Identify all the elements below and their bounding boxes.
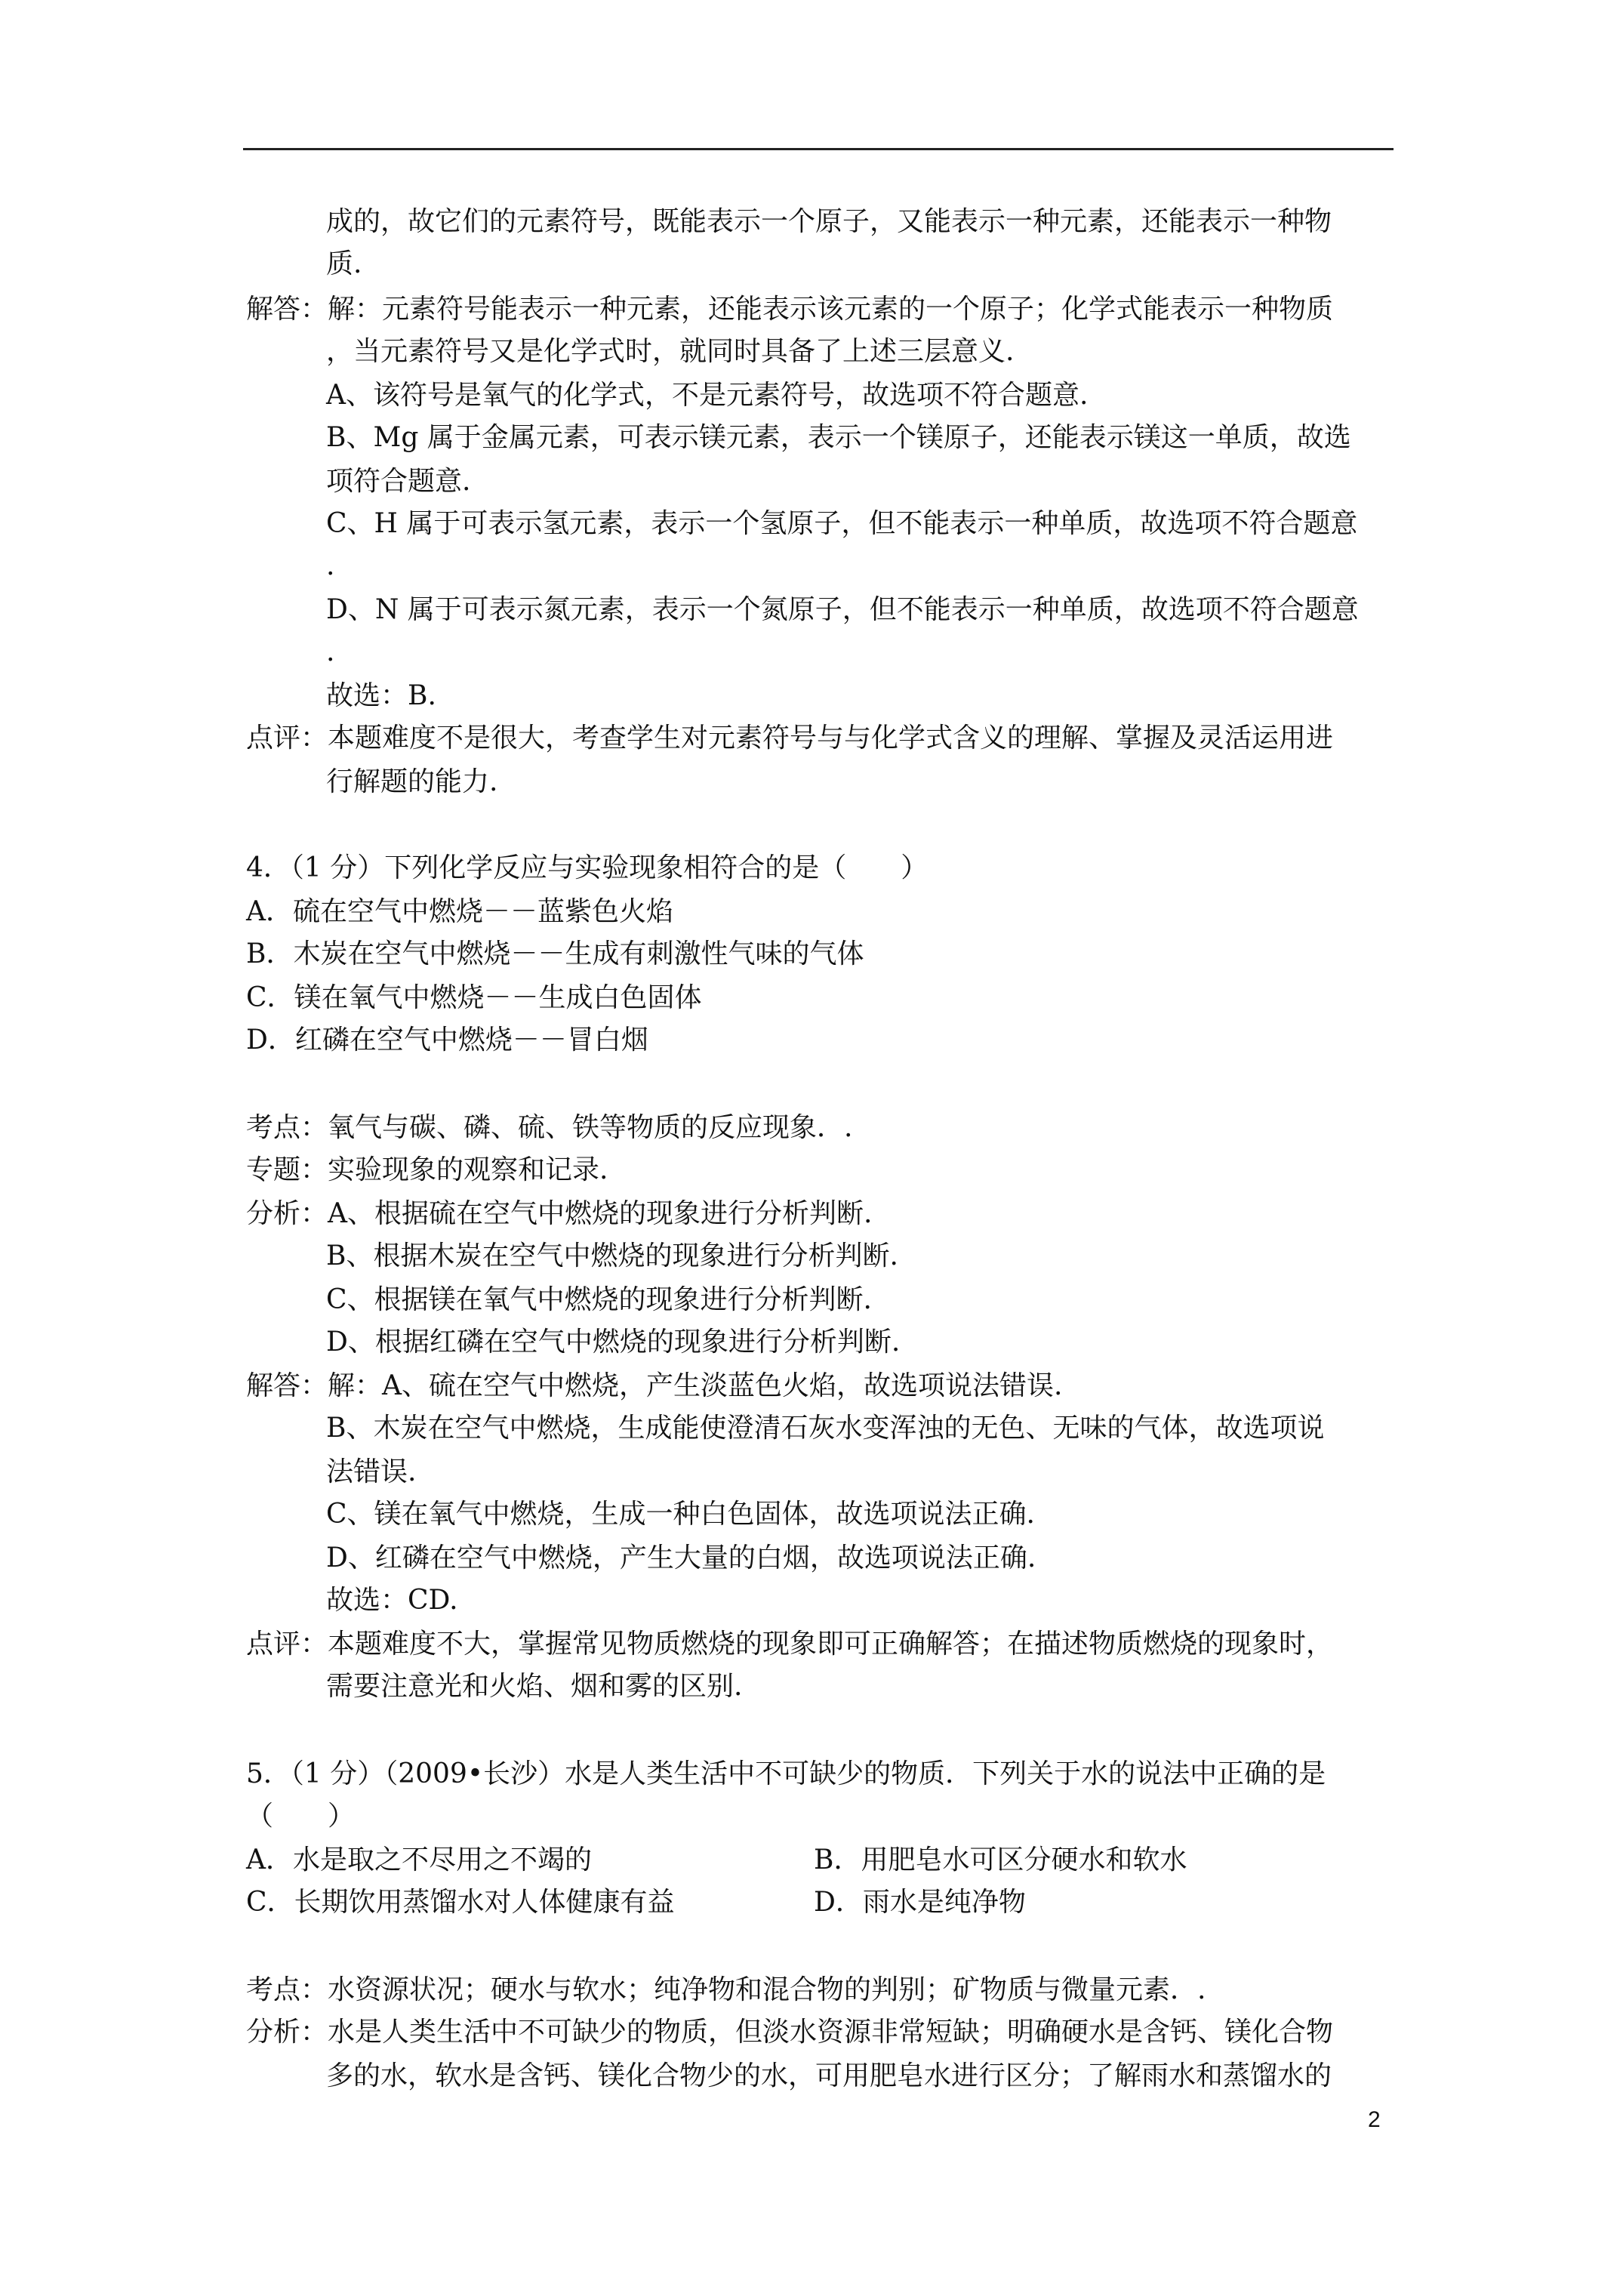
text-line: . xyxy=(326,636,335,667)
text-line: B、根据木炭在空气中燃烧的现象进行分析判断. xyxy=(326,1240,898,1271)
text-line: 5．（1 分）（2009•长沙）水是人类生活中不可缺少的物质．下列关于水的说法中正确的是 xyxy=(246,1758,1326,1789)
text-line: . xyxy=(326,550,335,581)
text-line: C．长期饮用蒸馏水对人体健康有益 xyxy=(246,1887,675,1918)
text-line: B、木炭在空气中燃烧，生成能使澄清石灰水变浑浊的无色、无味的气体，故选项说 xyxy=(326,1413,1325,1444)
text-line: C．镁在氧气中燃烧－－生成白色固体 xyxy=(246,982,702,1013)
text-line: 多的水，软水是含钙、镁化合物少的水，可用肥皂水进行区分；了解雨水和蒸馏水的 xyxy=(326,2060,1332,2091)
text-line: D、根据红磷在空气中燃烧的现象进行分析判断. xyxy=(326,1327,901,1358)
text-line: D、红磷在空气中燃烧，产生大量的白烟，故选项说法正确. xyxy=(326,1542,1036,1573)
text-line: B、Mg 属于金属元素，可表示镁元素，表示一个镁原子，还能表示镁这一单质，故选 xyxy=(326,422,1351,453)
text-line: （ ） xyxy=(246,1801,356,1832)
text-line: C、H 属于可表示氢元素，表示一个氢原子，但不能表示一种单质，故选项不符合题意 xyxy=(326,508,1358,539)
text-line: C、镁在氧气中燃烧，生成一种白色固体，故选项说法正确. xyxy=(326,1499,1035,1530)
text-line: A．水是取之不尽用之不竭的 xyxy=(246,1845,592,1875)
text-line: 故选：B. xyxy=(326,680,436,711)
text-line: 4．（1 分）下列化学反应与实验现象相符合的是（ ） xyxy=(246,852,929,883)
text-line: 解答：解：元素符号能表示一种元素，还能表示该元素的一个原子；化学式能表示一种物质 xyxy=(246,294,1334,325)
text-line: A．硫在空气中燃烧－－蓝紫色火焰 xyxy=(246,896,673,927)
text-line: 考点：水资源状况；硬水与软水；纯净物和混合物的判别；矿物质与微量元素．. xyxy=(246,1974,1206,2005)
text-line: 故选：CD. xyxy=(326,1585,458,1616)
text-line: 分析：水是人类生活中不可缺少的物质，但淡水资源非常短缺；明确硬水是含钙、镁化合物 xyxy=(246,2017,1334,2048)
text-line: 项符合题意. xyxy=(326,466,471,497)
text-line: 点评：本题难度不大，掌握常见物质燃烧的现象即可正确解答；在描述物质燃烧的现象时， xyxy=(246,1629,1334,1660)
text-line: 专题：实验现象的观察和记录. xyxy=(246,1154,608,1185)
text-line: 法错误. xyxy=(326,1456,417,1487)
text-line: 分析：A、根据硫在空气中燃烧的现象进行分析判断. xyxy=(246,1198,873,1229)
text-line: 行解题的能力. xyxy=(326,766,498,797)
text-line: 解答：解：A、硫在空气中燃烧，产生淡蓝色火焰，故选项说法错误. xyxy=(246,1370,1063,1401)
text-line: B．木炭在空气中燃烧－－生成有刺激性气味的气体 xyxy=(246,938,864,969)
text-line: A、该符号是氧气的化学式，不是元素符号，故选项不符合题意. xyxy=(326,380,1089,411)
text-line: 成的，故它们的元素符号，既能表示一个原子，又能表示一种元素，还能表示一种物 xyxy=(326,206,1332,237)
text-line: B．用肥皂水可区分硬水和软水 xyxy=(814,1845,1187,1875)
header-rule xyxy=(243,148,1394,150)
text-line: 质. xyxy=(326,248,362,279)
text-line: C、根据镁在氧气中燃烧的现象进行分析判断. xyxy=(326,1284,872,1315)
page-number: 2 xyxy=(1368,2107,1381,2132)
text-line: D．雨水是纯净物 xyxy=(814,1887,1026,1918)
text-line: ，当元素符号又是化学式时，就同时具备了上述三层意义. xyxy=(326,336,1015,367)
text-line: 需要注意光和火焰、烟和雾的区别. xyxy=(326,1671,743,1702)
text-line: 考点：氧气与碳、磷、硫、铁等物质的反应现象．. xyxy=(246,1112,853,1143)
text-line: D．红磷在空气中燃烧－－冒白烟 xyxy=(246,1025,648,1056)
text-line: D、N 属于可表示氮元素，表示一个氮原子，但不能表示一种单质，故选项不符合题意 xyxy=(326,594,1359,625)
text-line: 点评：本题难度不是很大，考查学生对元素符号与与化学式含义的理解、掌握及灵活运用进 xyxy=(246,723,1334,754)
